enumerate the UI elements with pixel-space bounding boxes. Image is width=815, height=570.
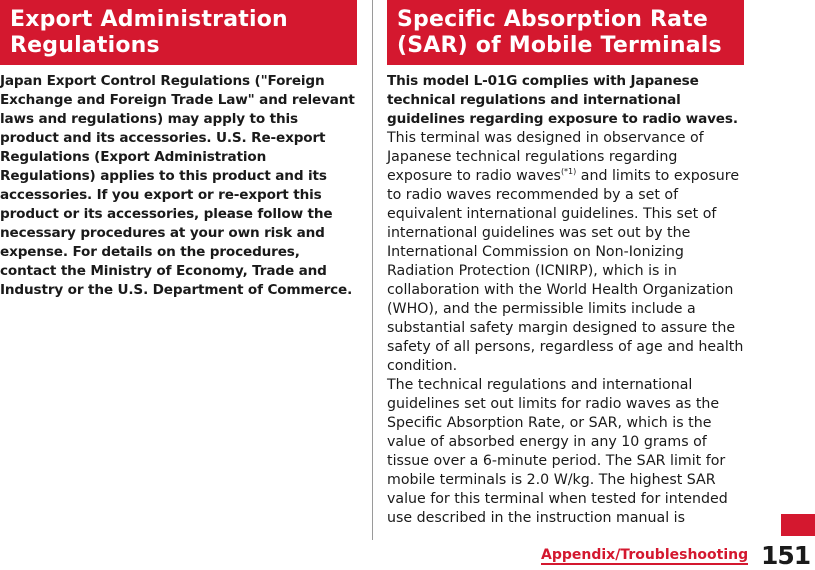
section-title-line: Export Administration: [10, 7, 288, 32]
export-regulations-text: Japan Export Control Regulations ("Foreign Exchange and Foreign Trade Law" and relevant laws and regulations) may apply to this product and its accessories. U.S. Re-export Regulations (Export Administration Regulations) applies to this product and its accessories. If you export or re-export this product or its accessories, please follow the necessary procedures at your own risk and expense. For details on the procedures, contact the Ministry of Economy, Trade and Industry or the U.S. Department of Commerce.: [0, 73, 355, 298]
page-number: 151: [761, 541, 811, 570]
sar-p1-text-a: This terminal was designed in observance of Japanese technical regulations regarding exposure to radio waves: [387, 130, 704, 184]
section-header-sar: [387, 0, 744, 65]
column-divider: [372, 0, 373, 540]
section-title-line: Regulations: [10, 33, 160, 58]
sar-paragraph-2: The technical regulations and international guidelines set out limits for radio waves as the Specific Absorption Rate, or SAR, which is the value of absorbed energy in any 10 grams of tissue over a 6-minute period. The SAR limit for mobile terminals is 2.0 W/kg. The highest SAR value for this terminal when tested for intended use described in the instruction manual is: [387, 377, 728, 526]
sar-p1-text-b: and limits to exposure to radio waves recommended by a set of equivalent international guidelines. This set of international guidelines was set out by the International Commission on Non-Ionizing Radiation Protection (ICNIRP), which is in collaboration with the World Health Organization (WHO), and the permissible limits include a substantial safety margin designed to assure the safety of all persons, regardless of age and health condition.: [387, 168, 744, 374]
footer-section-label: Appendix/Troubleshooting: [541, 547, 749, 563]
chapter-tab: [781, 514, 815, 536]
sar-paragraph-1: [387, 129, 747, 376]
footnote-marker: (*1): [560, 167, 577, 176]
section-header-export: [0, 0, 357, 65]
sar-intro-bold: This model L-01G complies with Japanese technical regulations and international guidelines regarding exposure to radio waves.: [387, 73, 738, 127]
section-title-line: (SAR) of Mobile Terminals: [397, 33, 722, 58]
section-title-line: Specific Absorption Rate: [397, 7, 709, 32]
sar-body: [387, 72, 747, 528]
